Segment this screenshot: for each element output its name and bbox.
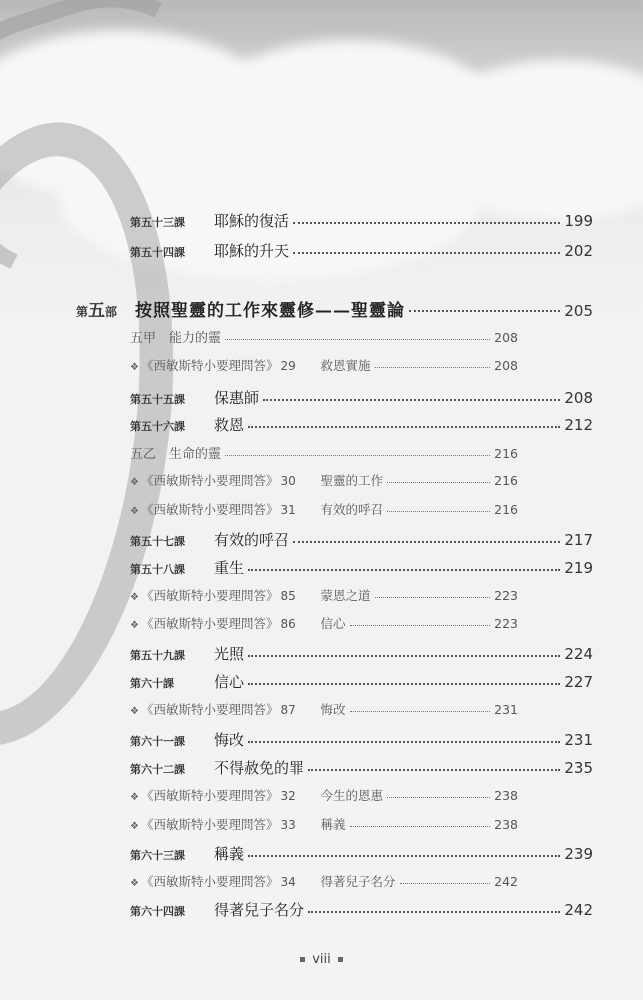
catechism-source: 《西敏斯特小要理問答》 <box>140 874 279 889</box>
page-number: 205 <box>564 302 593 320</box>
page-number: 202 <box>564 242 593 260</box>
toc-entry-catechism[interactable] <box>130 815 518 833</box>
question-number: 31 <box>280 503 296 517</box>
toc-entry-catechism[interactable] <box>130 700 518 718</box>
page-number: 238 <box>494 788 518 803</box>
page-number: 223 <box>494 588 518 603</box>
dot-leader <box>375 366 491 368</box>
lesson-number: 第五十九課 <box>130 649 185 662</box>
dot-leader <box>248 740 560 743</box>
toc-entry-lesson[interactable] <box>130 643 593 664</box>
page-number: 217 <box>564 531 593 549</box>
question-number: 30 <box>280 474 296 488</box>
lesson-title: 保惠師 <box>214 389 260 407</box>
toc-entry-lesson[interactable] <box>130 557 593 578</box>
square-ornament-icon <box>338 957 343 962</box>
page-number: 223 <box>494 616 518 631</box>
lesson-title: 光照 <box>214 645 245 663</box>
dot-leader <box>350 624 491 626</box>
dot-leader <box>248 568 560 571</box>
catechism-title: 悔改 <box>320 702 346 717</box>
diamond-bullet-icon: ❖ <box>130 620 139 631</box>
lesson-number: 第六十四課 <box>130 905 185 918</box>
dot-leader <box>293 221 560 224</box>
catechism-source: 《西敏斯特小要理問答》 <box>140 817 279 832</box>
catechism-source: 《西敏斯特小要理問答》 <box>140 473 279 488</box>
toc-entry-lesson[interactable] <box>130 671 593 692</box>
catechism-title: 有效的呼召 <box>320 502 383 517</box>
diamond-bullet-icon: ❖ <box>130 878 139 889</box>
catechism-title: 今生的恩惠 <box>320 788 383 803</box>
lesson-number: 第五十七課 <box>130 535 185 548</box>
toc-entry-catechism[interactable] <box>130 471 518 489</box>
dot-leader <box>225 338 490 340</box>
dot-leader <box>263 398 560 401</box>
folio-number: viii <box>312 952 331 967</box>
catechism-source: 《西敏斯特小要理問答》 <box>140 616 279 631</box>
dot-leader <box>225 454 490 456</box>
toc-entry-catechism[interactable] <box>130 872 518 890</box>
toc-entry-section[interactable] <box>130 443 518 462</box>
toc-entry-catechism[interactable] <box>130 786 518 804</box>
part-label-prefix: 第 <box>76 305 89 319</box>
page-number: 219 <box>564 559 593 577</box>
lesson-number: 第六十三課 <box>130 849 185 862</box>
page-number: 199 <box>564 212 593 230</box>
page-number: 238 <box>494 817 518 832</box>
lesson-title: 得著兒子名分 <box>214 901 305 919</box>
diamond-bullet-icon: ❖ <box>130 706 139 717</box>
part-label <box>76 296 117 321</box>
lesson-number: 第五十六課 <box>130 420 185 433</box>
catechism-title: 得著兒子名分 <box>320 874 396 889</box>
dot-leader <box>293 251 560 254</box>
toc-entry-lesson[interactable] <box>130 529 593 550</box>
dot-leader <box>308 768 560 771</box>
catechism-title: 聖靈的工作 <box>320 473 383 488</box>
toc-entry-lesson[interactable] <box>130 387 593 408</box>
page-number: 208 <box>494 358 518 373</box>
page-number: 231 <box>494 702 518 717</box>
toc-entry-catechism[interactable] <box>130 586 518 604</box>
toc-entry-lesson[interactable] <box>130 899 593 920</box>
catechism-title: 信心 <box>320 616 346 631</box>
lesson-title: 重生 <box>214 559 245 577</box>
page-number: 242 <box>564 901 593 919</box>
diamond-bullet-icon: ❖ <box>130 362 139 373</box>
dot-leader <box>248 425 560 428</box>
page-footer <box>0 952 643 967</box>
dot-leader <box>387 481 490 483</box>
lesson-number: 第五十四課 <box>130 246 185 259</box>
dot-leader <box>308 910 560 913</box>
toc-entry-lesson[interactable] <box>130 729 593 750</box>
toc-entry-lesson[interactable] <box>130 210 593 231</box>
toc-entry-catechism[interactable] <box>130 500 518 518</box>
dot-leader <box>400 882 491 884</box>
toc-entry-lesson[interactable] <box>130 843 593 864</box>
part-number: 五 <box>88 301 106 321</box>
page-number: 227 <box>564 673 593 691</box>
page-number: 231 <box>564 731 593 749</box>
page-number: 216 <box>494 502 518 517</box>
diamond-bullet-icon: ❖ <box>130 506 139 517</box>
lesson-number: 第五十五課 <box>130 393 185 406</box>
dot-leader <box>350 710 491 712</box>
page-number: 242 <box>494 874 518 889</box>
catechism-source: 《西敏斯特小要理問答》 <box>140 702 279 717</box>
lesson-number: 第六十二課 <box>130 763 185 776</box>
toc-entry-section[interactable] <box>130 327 518 346</box>
question-number: 86 <box>280 617 296 631</box>
diamond-bullet-icon: ❖ <box>130 792 139 803</box>
lesson-title: 悔改 <box>214 731 245 749</box>
dot-leader <box>375 596 491 598</box>
catechism-source: 《西敏斯特小要理問答》 <box>140 358 279 373</box>
dot-leader <box>409 309 560 312</box>
part-label-suffix: 部 <box>105 305 118 319</box>
page-number: 208 <box>494 330 518 345</box>
lesson-title: 不得赦免的罪 <box>214 759 305 777</box>
page-number: 235 <box>564 759 593 777</box>
lesson-title: 耶穌的復活 <box>214 212 290 230</box>
catechism-title: 稱義 <box>320 817 346 832</box>
square-ornament-icon <box>300 957 305 962</box>
page-number: 208 <box>564 389 593 407</box>
lesson-title: 信心 <box>214 673 245 691</box>
lesson-number: 第五十三課 <box>130 216 185 229</box>
dot-leader <box>387 796 490 798</box>
catechism-title: 救恩實施 <box>320 358 371 373</box>
dot-leader <box>293 540 560 543</box>
dot-leader <box>350 825 491 827</box>
part-title: 按照聖靈的工作來靈修——聖靈論 <box>135 301 406 321</box>
toc-entry-catechism[interactable] <box>130 356 518 374</box>
section-title: 五乙 生命的靈 <box>130 447 222 462</box>
dot-leader <box>248 682 560 685</box>
toc-entry-lesson[interactable] <box>130 240 593 261</box>
diamond-bullet-icon: ❖ <box>130 592 139 603</box>
lesson-number: 第六十一課 <box>130 735 185 748</box>
toc-entry-lesson[interactable] <box>130 414 593 435</box>
catechism-source: 《西敏斯特小要理問答》 <box>140 788 279 803</box>
toc-entry-lesson[interactable] <box>130 757 593 778</box>
catechism-source: 《西敏斯特小要理問答》 <box>140 502 279 517</box>
lesson-title: 稱義 <box>214 845 245 863</box>
diamond-bullet-icon: ❖ <box>130 477 139 488</box>
page-number: 216 <box>494 473 518 488</box>
diamond-bullet-icon: ❖ <box>130 821 139 832</box>
lesson-title: 有效的呼召 <box>214 531 290 549</box>
catechism-source: 《西敏斯特小要理問答》 <box>140 588 279 603</box>
lesson-title: 救恩 <box>214 416 245 434</box>
question-number: 33 <box>280 818 296 832</box>
page-number: 216 <box>494 446 518 461</box>
lesson-number: 第五十八課 <box>130 563 185 576</box>
question-number: 87 <box>280 703 296 717</box>
toc-entry-catechism[interactable] <box>130 614 518 632</box>
page-number: 212 <box>564 416 593 434</box>
lesson-number: 第六十課 <box>130 677 174 690</box>
question-number: 29 <box>280 359 296 373</box>
dot-leader <box>248 854 560 857</box>
question-number: 85 <box>280 589 296 603</box>
page-number: 224 <box>564 645 593 663</box>
toc-entry-part[interactable] <box>76 296 593 321</box>
page-number: 239 <box>564 845 593 863</box>
question-number: 32 <box>280 789 296 803</box>
dot-leader <box>248 654 560 657</box>
lesson-title: 耶穌的升天 <box>214 242 290 260</box>
dot-leader <box>387 510 490 512</box>
catechism-title: 蒙恩之道 <box>320 588 371 603</box>
section-title: 五甲 能力的靈 <box>130 331 222 346</box>
question-number: 34 <box>280 875 296 889</box>
